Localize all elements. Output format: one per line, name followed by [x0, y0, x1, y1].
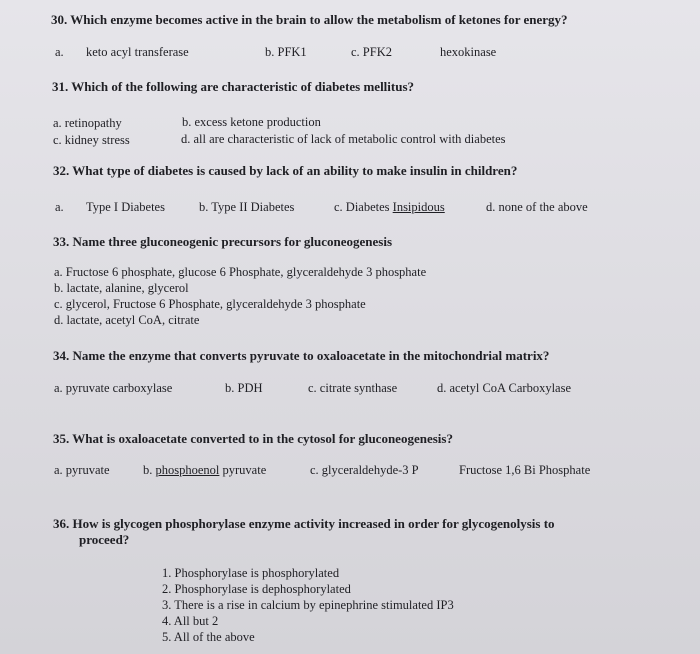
question-36-line-2: proceed?: [79, 532, 130, 547]
q31-option-c: c. kidney stress: [53, 133, 130, 147]
question-30: 30. Which enzyme becomes active in the brain to allow the metabolism of ketones for energy?: [51, 12, 568, 27]
q35-option-c: c. glyceraldehyde-3 P: [310, 463, 419, 477]
q35-option-b-suffix: pyruvate: [219, 463, 267, 477]
q32-option-a-label: a.: [55, 200, 64, 214]
q31-option-a: a. retinopathy: [53, 116, 122, 130]
q34-option-d: d. acetyl CoA Carboxylase: [437, 381, 571, 395]
q30-option-b: b. PFK1: [265, 45, 307, 59]
q35-option-b: [143, 463, 266, 478]
q32-option-a: Type I Diabetes: [86, 200, 165, 214]
q30-option-c: c. PFK2: [351, 45, 392, 59]
q30-option-a: keto acyl transferase: [86, 45, 189, 59]
question-31: 31. Which of the following are characteristic of diabetes mellitus?: [52, 79, 415, 94]
q35-option-d: Fructose 1,6 Bi Phosphate: [459, 463, 591, 477]
q36-item-2: 2. Phosphorylase is dephosphorylated: [162, 582, 351, 596]
q33-option-b: b. lactate, alanine, glycerol: [54, 281, 189, 295]
q31-option-b: b. excess ketone production: [182, 115, 321, 129]
q32-option-b: b. Type II Diabetes: [199, 200, 295, 214]
q30-option-d: hexokinase: [440, 45, 497, 59]
q32-option-d: d. none of the above: [486, 200, 588, 214]
q36-item-4: 4. All but 2: [162, 614, 219, 628]
q33-option-d: d. lactate, acetyl CoA, citrate: [54, 313, 200, 327]
q36-item-5: 5. All of the above: [162, 630, 255, 644]
q34-option-c: c. citrate synthase: [308, 381, 398, 395]
q32-option-c: [334, 200, 445, 215]
q36-item-3: 3. There is a rise in calcium by epinephrine stimulated IP3: [162, 598, 454, 612]
q32-option-c-underlined: Insipidous: [392, 200, 445, 214]
q33-option-a: a. Fructose 6 phosphate, glucose 6 Phosphate, glyceraldehyde 3 phosphate: [54, 265, 427, 279]
q35-option-b-underlined: phosphoenol: [155, 463, 220, 477]
q30-option-a-label: a.: [55, 45, 64, 59]
question-32: 32. What type of diabetes is caused by lack of an ability to make insulin in children?: [53, 163, 518, 178]
q34-option-b: b. PDH: [225, 381, 263, 395]
q33-option-c: c. glycerol, Fructose 6 Phosphate, glyceraldehyde 3 phosphate: [54, 297, 366, 311]
q32-option-c-prefix: c. Diabetes: [334, 200, 393, 214]
question-33: 33. Name three gluconeogenic precursors for gluconeogenesis: [53, 234, 393, 249]
q35-option-a: a. pyruvate: [54, 463, 110, 477]
q36-item-1: 1. Phosphorylase is phosphorylated: [162, 566, 340, 580]
q34-option-a: a. pyruvate carboxylase: [54, 381, 173, 395]
question-35: 35. What is oxaloacetate converted to in the cytosol for gluconeogenesis?: [53, 431, 453, 446]
q35-option-b-prefix: b.: [143, 463, 156, 477]
question-36-line-1: 36. How is glycogen phosphorylase enzyme activity increased in order for glycogenolysis to: [53, 516, 555, 531]
question-34: 34. Name the enzyme that converts pyruvate to oxaloacetate in the mitochondrial matrix?: [53, 348, 550, 363]
q31-option-d: d. all are characteristic of lack of metabolic control with diabetes: [181, 132, 506, 146]
